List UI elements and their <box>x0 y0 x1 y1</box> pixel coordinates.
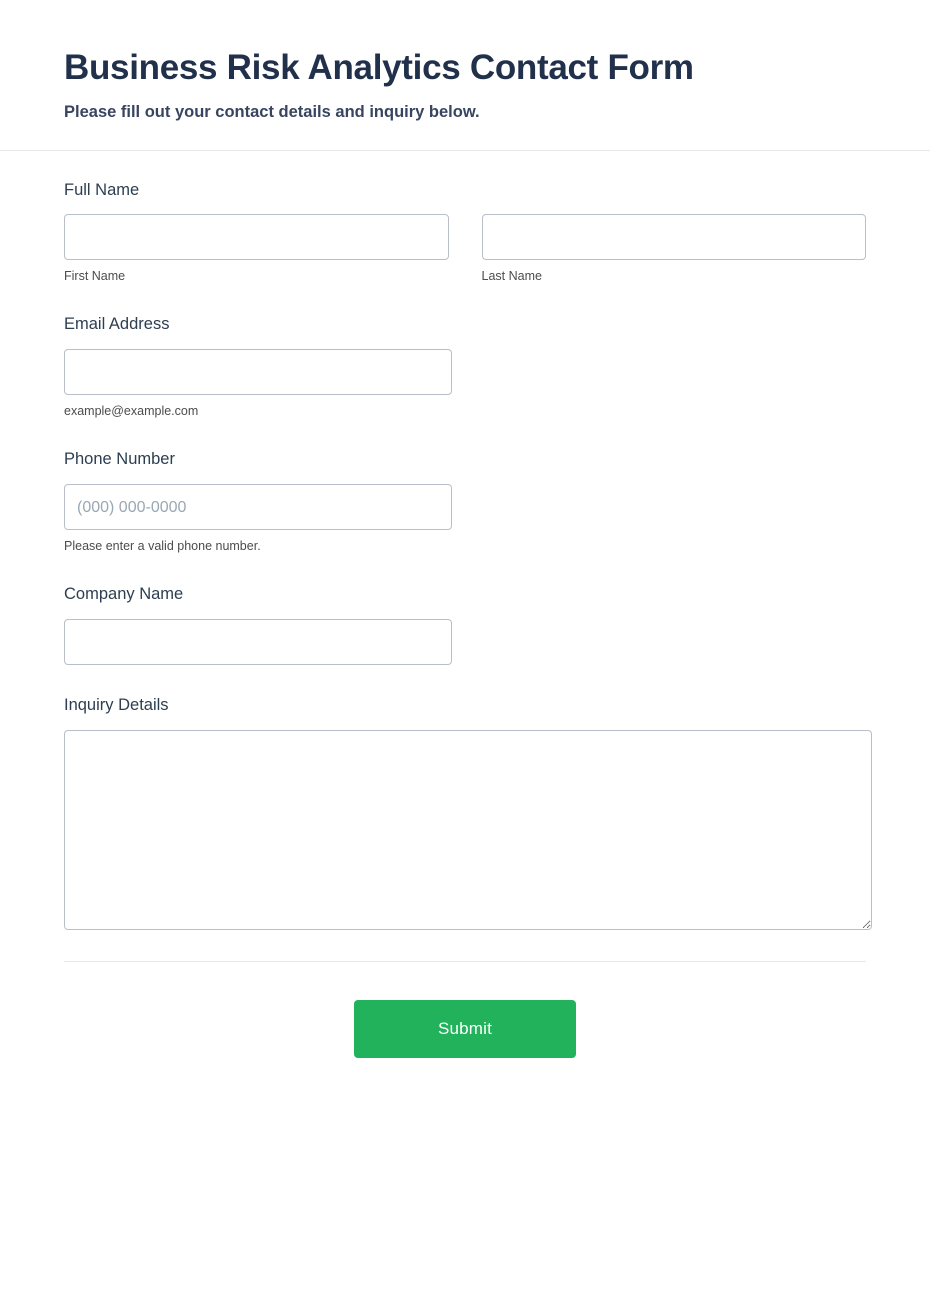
field-phone <box>64 450 866 554</box>
company-input[interactable] <box>64 619 452 665</box>
full-name-label: Full Name <box>64 180 140 199</box>
inquiry-textarea[interactable] <box>64 730 872 930</box>
field-company <box>64 585 866 665</box>
field-full-name <box>64 181 866 285</box>
last-name-input[interactable] <box>482 214 867 260</box>
form-footer <box>64 962 866 1104</box>
submit-button[interactable]: Submit <box>354 1000 576 1058</box>
full-name-row <box>64 214 866 284</box>
last-name-sublabel: Last Name <box>481 269 542 284</box>
last-name-col <box>482 214 867 284</box>
inquiry-label: Inquiry Details <box>64 695 169 714</box>
company-label: Company Name <box>64 585 184 604</box>
field-email <box>64 315 866 419</box>
field-inquiry <box>64 696 866 930</box>
form-header <box>0 0 930 151</box>
email-label: Email Address <box>64 315 170 334</box>
email-input[interactable] <box>64 349 452 395</box>
phone-col <box>64 484 456 554</box>
first-name-sublabel: First Name <box>64 269 126 284</box>
first-name-col <box>64 214 449 284</box>
email-sublabel: example@example.com <box>64 404 199 419</box>
company-col <box>64 619 456 665</box>
page-subtitle: Please fill out your contact details and inquiry below. <box>64 103 480 122</box>
email-col <box>64 349 456 419</box>
form-body <box>0 151 930 1104</box>
phone-sublabel: Please enter a valid phone number. <box>64 539 261 554</box>
phone-label: Phone Number <box>64 450 175 469</box>
page-title: Business Risk Analytics Contact Form <box>64 48 694 87</box>
first-name-input[interactable] <box>64 214 449 260</box>
phone-input[interactable] <box>64 484 452 530</box>
